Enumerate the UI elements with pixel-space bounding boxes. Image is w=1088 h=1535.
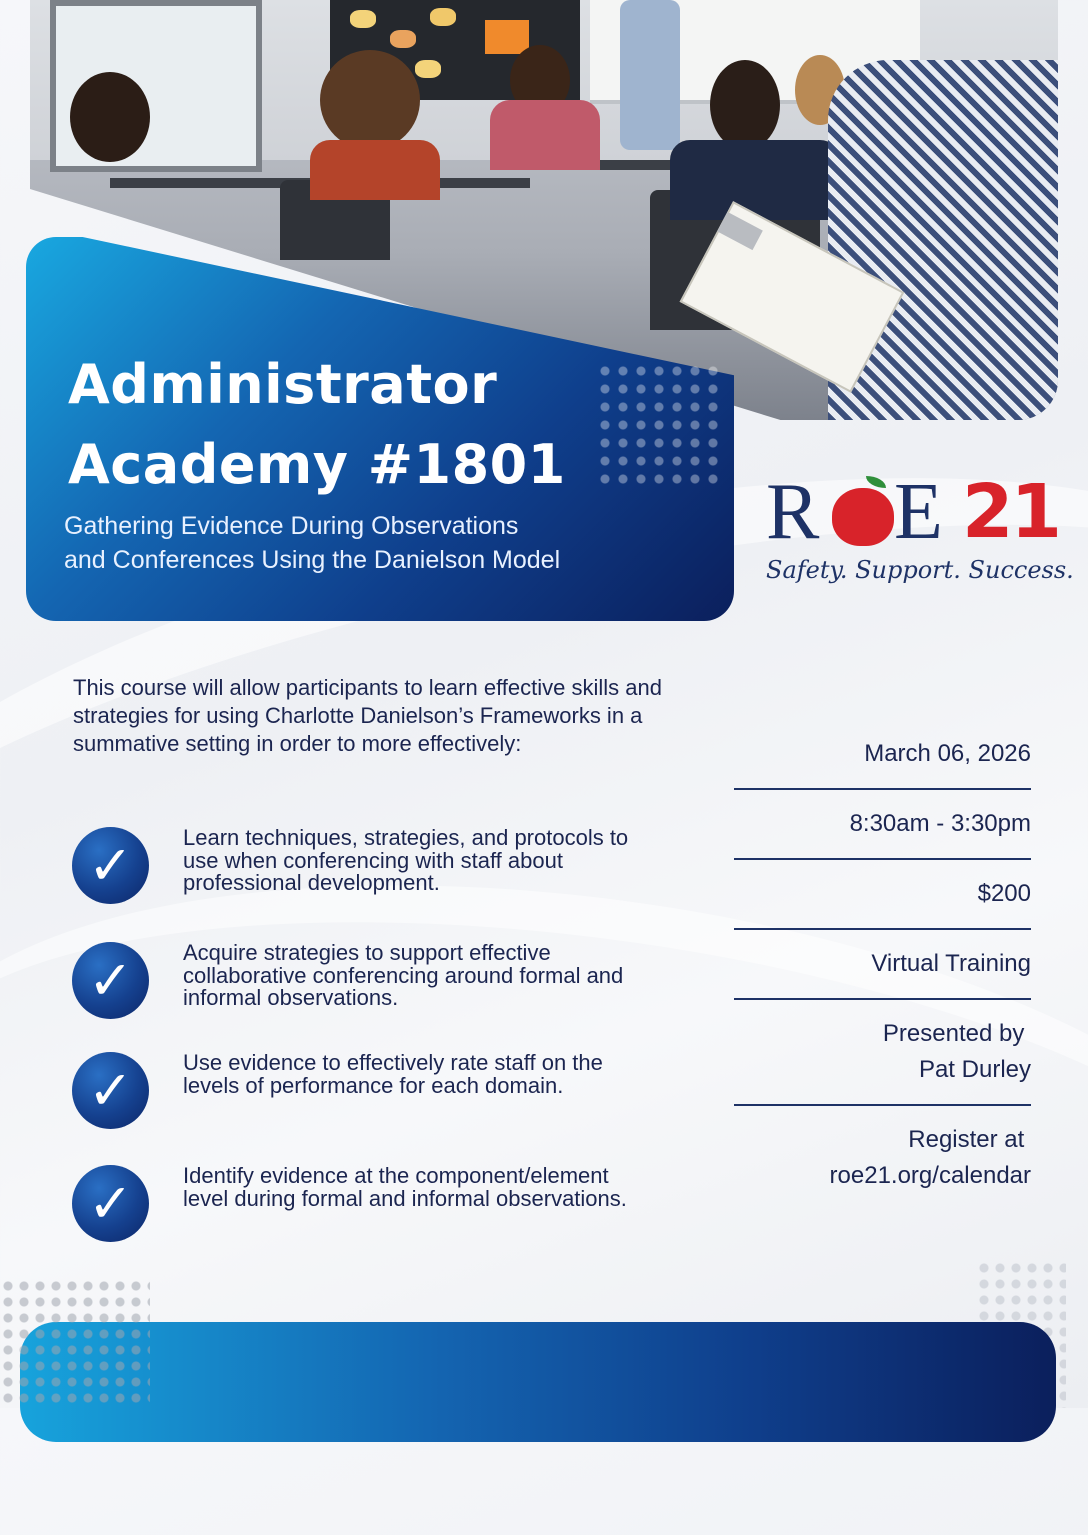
check-circle-icon: ✓ <box>72 827 149 904</box>
logo-number: 21 <box>962 469 1059 555</box>
title-line-1: Administrator <box>68 353 498 416</box>
check-circle-icon: ✓ <box>72 1165 149 1242</box>
apple-icon <box>832 488 894 546</box>
decorative-dots <box>0 1278 150 1408</box>
subtitle-line-1: Gathering Evidence During Observations <box>64 512 519 540</box>
footer-bar <box>20 1322 1056 1442</box>
divider <box>734 788 1031 790</box>
logo-letter-e: E <box>894 468 943 556</box>
logo-tagline: Safety. Support. Success. <box>766 556 1074 584</box>
subtitle-line-2: and Conferences Using the Danielson Model <box>64 546 561 574</box>
objective-text: Acquire strategies to support effective collaborative conferencing around formal and informal observations. <box>183 940 624 1010</box>
course-description: This course will allow participants to learn effective skills and strategies for using Charlotte Danielson’s Frameworks in a summative setting in order to more effectively: <box>73 675 662 756</box>
leaf-icon <box>866 476 886 488</box>
logo-letter-r: R <box>766 468 820 556</box>
presenter-name: Pat Durley <box>918 1056 1031 1083</box>
register-label: Register at <box>908 1126 1025 1153</box>
event-date: March 06, 2026 <box>864 740 1031 767</box>
page-subtitle <box>64 509 724 577</box>
objective-text: Identify evidence at the component/element level during formal and informal observations. <box>183 1163 627 1211</box>
decorative-dots <box>596 362 726 492</box>
divider <box>734 1104 1031 1106</box>
objective-text: Use evidence to effectively rate staff on the levels of performance for each domain. <box>183 1050 603 1098</box>
divider <box>734 998 1031 1000</box>
register-link[interactable]: roe21.org/calendar <box>829 1162 1031 1189</box>
check-circle-icon: ✓ <box>72 1052 149 1129</box>
presented-by-label: Presented by <box>882 1020 1025 1047</box>
event-time: 8:30am - 3:30pm <box>849 810 1031 837</box>
title-line-2: Academy #1801 <box>68 433 566 496</box>
roe21-logo <box>766 468 1074 602</box>
page-title <box>68 345 566 505</box>
check-circle-icon: ✓ <box>72 942 149 1019</box>
divider <box>734 928 1031 930</box>
objective-text: Learn techniques, strategies, and protocols to use when conferencing with staff about professional development. <box>183 825 629 895</box>
event-price: $200 <box>977 880 1031 907</box>
event-format: Virtual Training <box>871 950 1031 977</box>
divider <box>734 858 1031 860</box>
